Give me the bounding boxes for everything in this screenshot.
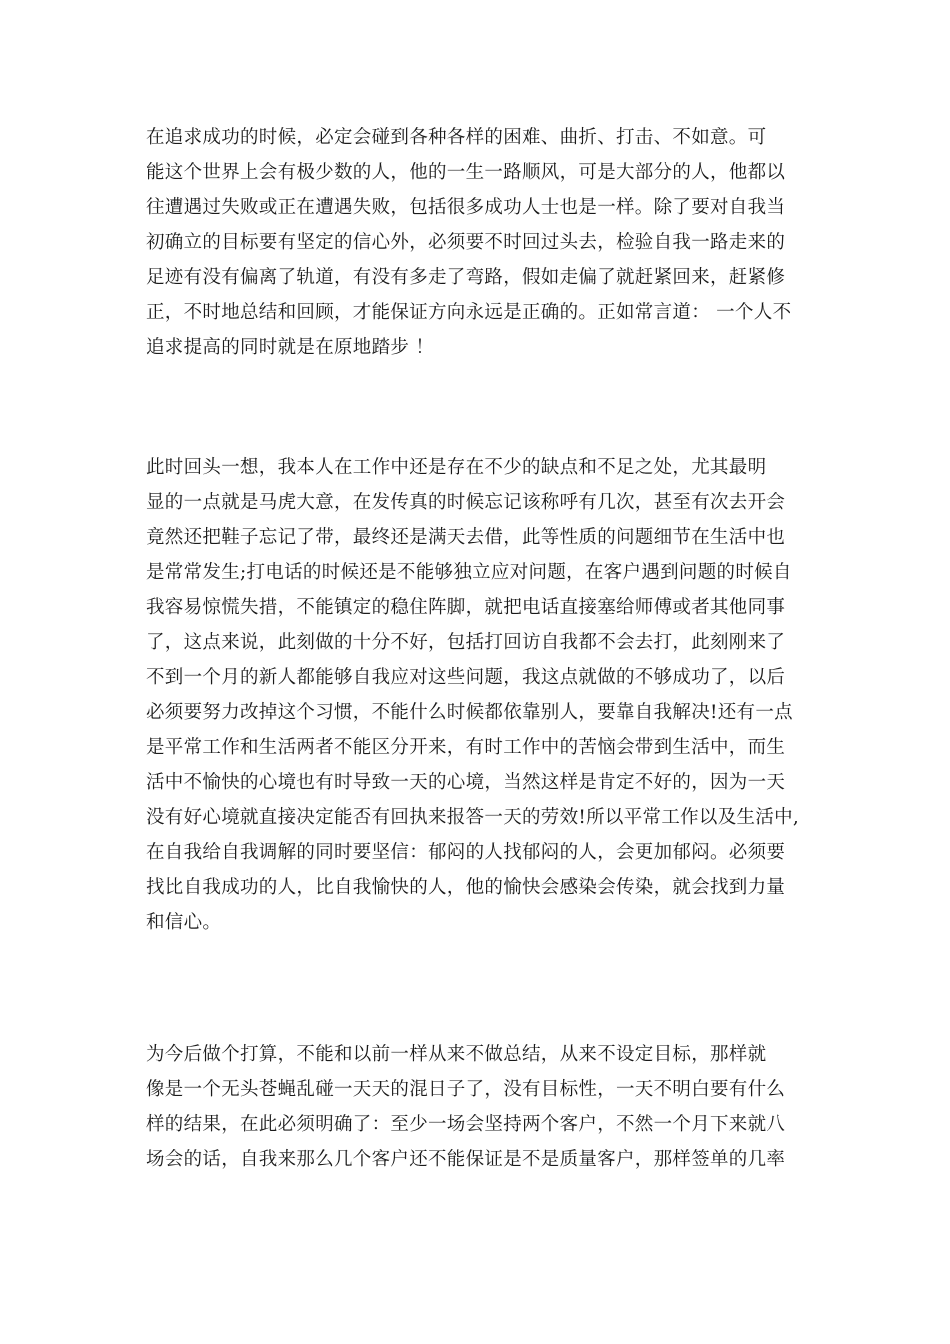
text-line: 找比自我成功的人，比自我愉快的人，他的愉快会感染会传染，就会找到力量 [146, 877, 786, 898]
text-line: 必须要努力改掉这个习惯，不能什么时候都依靠别人，要靠自我解决!还有一点 [146, 702, 793, 723]
text-line: 竟然还把鞋子忘记了带，最终还是满天去借，此等性质的问题细节在生活中也 [146, 527, 786, 548]
text-line: 不到一个月的新人都能够自我应对这些问题，我这点就做的不够成功了，以后 [146, 667, 786, 688]
text-line: 足迹有没有偏离了轨道，有没有多走了弯路，假如走偏了就赶紧回来，赶紧修 [146, 267, 786, 288]
text-line: 为今后做个打算，不能和以前一样从来不做总结，从来不设定目标，那样就 [146, 1044, 767, 1065]
paragraph-success-reflection [146, 120, 791, 365]
text-line: 是平常工作和生活两者不能区分开来，有时工作中的苦恼会带到生活中，而生 [146, 737, 786, 758]
text-line: 往遭遇过失败或正在遭遇失败，包括很多成功人士也是一样。除了要对自我当 [146, 197, 786, 218]
text-line: 我容易惊慌失措，不能镇定的稳住阵脚，就把电话直接塞给师傅或者其他同事 [146, 597, 786, 618]
text-line: 正，不时地总结和回顾，才能保证方向永远是正确的。正如常言道： 一个人不 [146, 302, 792, 323]
text-line: 在追求成功的时候，必定会碰到各种各样的困难、曲折、打击、不如意。可 [146, 127, 767, 148]
text-line: 显的一点就是马虎大意，在发传真的时候忘记该称呼有几次，甚至有次去开会 [146, 492, 786, 513]
text-line: 场会的话，自我来那么几个客户还不能保证是不是质量客户，那样签单的几率 [146, 1149, 786, 1170]
text-line: 在自我给自我调解的同时要坚信：郁闷的人找郁闷的人，会更加郁闷。必须要 [146, 842, 786, 863]
text-line: 样的结果，在此必须明确了：至少一场会坚持两个客户，不然一个月下来就八 [146, 1114, 786, 1135]
text-line: 活中不愉快的心境也有时导致一天的心境，当然这样是肯定不好的，因为一天 [146, 772, 786, 793]
text-line: 能这个世界上会有极少数的人，他的一生一路顺风，可是大部分的人，他都以 [146, 162, 786, 183]
text-line: 和信心。 [146, 912, 222, 933]
text-line: 了，这点来说，此刻做的十分不好，包括打回访自我都不会去打，此刻刚来了 [146, 632, 786, 653]
text-line: 像是一个无头苍蝇乱碰一天天的混日子了，没有目标性，一天不明白要有什么 [146, 1079, 786, 1100]
paragraph-future-plan [146, 1037, 785, 1177]
text-line: 是常常发生;打电话的时候还是不能够独立应对问题，在客户遇到问题的时候自 [146, 562, 792, 583]
text-line: 此时回头一想，我本人在工作中还是存在不少的缺点和不足之处，尤其最明 [146, 457, 767, 478]
paragraph-shortcomings [146, 450, 799, 940]
text-line: 没有好心境就直接决定能否有回执来报答一天的劳效!所以平常工作以及生活中, [146, 807, 800, 828]
text-line: 初确立的目标要有坚定的信心外，必须要不时回过头去，检验自我一路走来的 [146, 232, 786, 253]
text-line: 追求提高的同时就是在原地踏步 ！ [146, 337, 435, 358]
